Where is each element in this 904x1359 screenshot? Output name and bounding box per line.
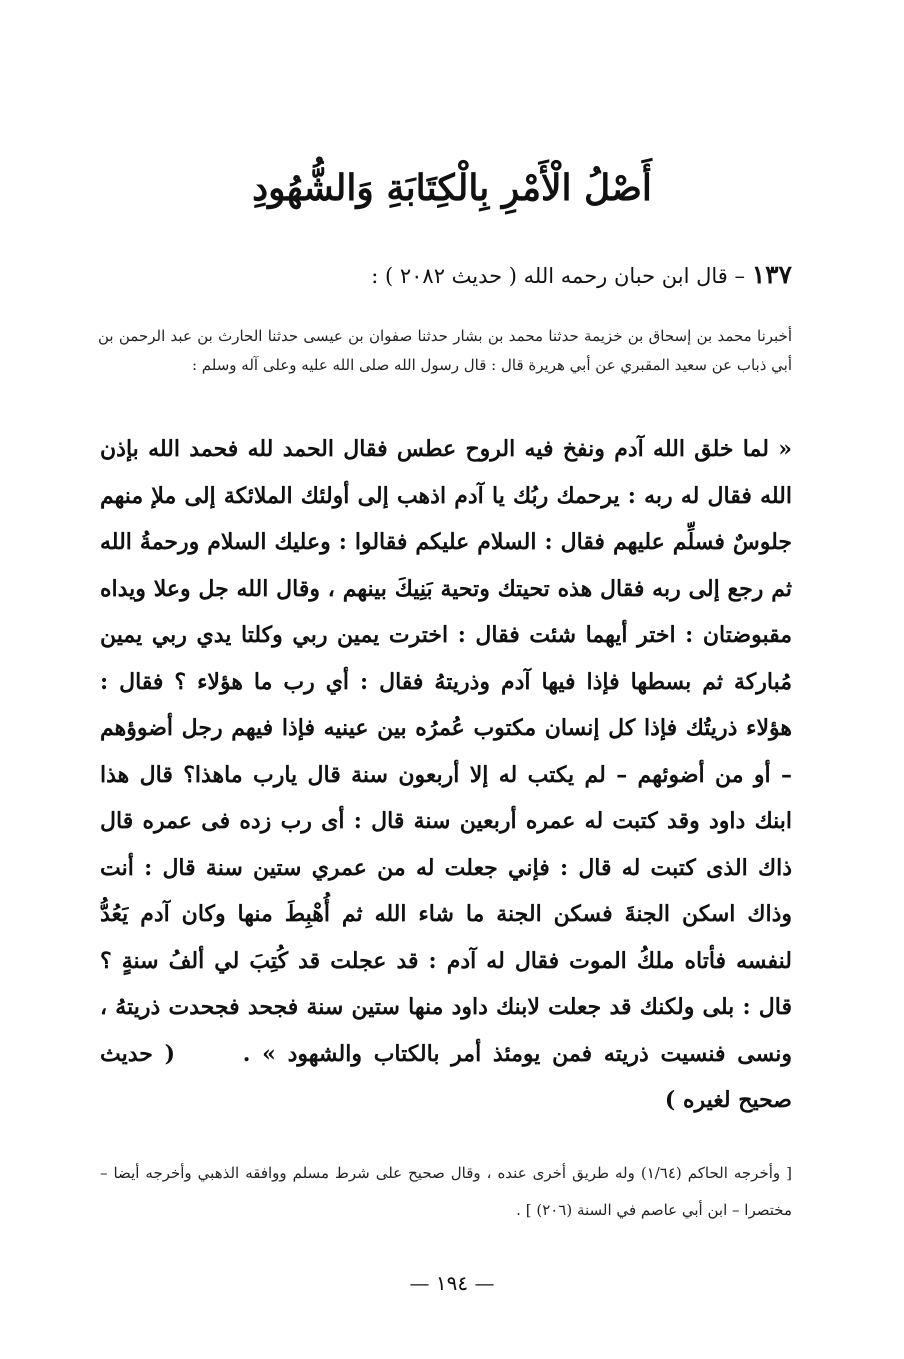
matn-block (100, 426, 792, 1124)
page-number: — ١٩٤ — (409, 1271, 495, 1295)
matn-text: « لما خلق الله آدم ونفخ فيه الروح عطس فقال الحمد لله فحمد الله بإذن الله فقال له ربه : يرحمك ربُك يا آدم اذهب إلى أولئك الملائكة إلى ملإ منهم جلوسٌ فسلِّم عليهم فقال : السلام عليكم فقالوا : وعليك السلام ورحمةُ الله ثم رجع إلى ربه فقال هذه تحيتك وتحية بَنِيكَ بينهم ، وقال الله جل وعلا ويداه مقبوضتان : اختر أيهما شئت فقال : اخترت يمين ربي وكلتا يدي ربي يمين مُباركة ثم بسطها فإذا فيها آدم وذريتهُ فقال : أي رب ما هؤلاء ؟ فقال : هؤلاء ذريتُك فإذا كل إنسان مكتوب عُمرُه بين عينيه فإذا فيهم رجل أضوؤهم – أو من أضوئهم – لم يكتب له إلا أربعون سنة قال يارب ماهذا؟ قال هذا ابنك داود وقد كتبت له عمره أربعين سنة قال : أى رب زده فى عمره قال ذاك الذى كتبت له قال : فإني جعلت له من عمري ستين سنة قال : أنت وذاك اسكن الجنةَ فسكن الجنة ما شاء الله ثم أُهْبِطَ منها وكان آدم يَعُدُّ لنفسه فأتاه ملكُ الموت فقال له آدم : قد عجلت قد كُتِبَ لي ألفُ سنةٍ ؟ قال : بلى ولكنك قد جعلت لابنك داود منها ستين سنة فجحد فجحدت ذريتهُ ، ونسى فنسيت ذريته فمن يومئذ أمر بالكتاب والشهود » . (100, 436, 792, 1067)
footnote: [ وأخرجه الحاكم (١/٦٤) وله طريق أخرى عنده ، وقال صحيح على شرط مسلم ووافقه الذهبي وأخرجه أيضا – مختصرا – ابن أبي عاصم في السنة (٢٠٦) ] . (100, 1164, 792, 1219)
hadith-grading: ( حديث صحيح لغيره ) (100, 1040, 792, 1113)
hadith-header (112, 255, 792, 296)
isnad-text: أخبرنا محمد بن إسحاق بن خزيمة حدثنا محمد بن بشار حدثنا صفوان بن عيسى حدثنا الحارث بن عبد الرحمن بن أبي ذباب عن سعيد المقبري عن أبي هريرة قال : قال رسول الله صلى الله عليه وعلى آله وسلم : (98, 327, 792, 374)
chapter-title: أَصْلُ الْأَمْرِ بِالْكِتَابَةِ وَالشُّهُودِ (252, 167, 652, 209)
hadith-number: ١٣٧ (751, 260, 792, 289)
hadith-source: – قال ابن حبان رحمه الله ( حديث ٢٠٨٢ ) : (371, 264, 746, 288)
